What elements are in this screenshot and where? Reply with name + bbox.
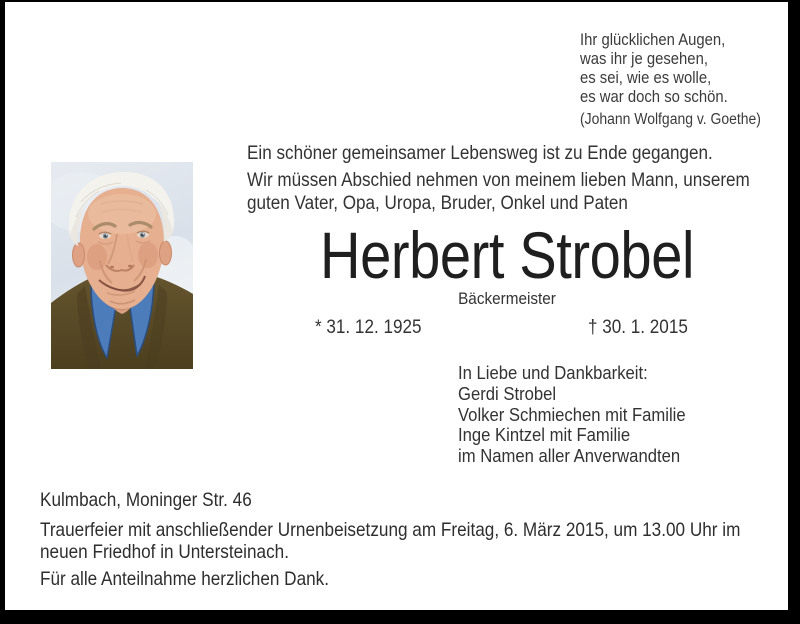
funeral-info-line: Trauerfeier mit anschließender Urnenbeisetzung am Freitag, 6. März 2015, um 13.00 Uhr im: [40, 519, 741, 541]
announcement-line: Wir müssen Abschied nehmen von meinem lieben Mann, unserem: [247, 170, 750, 191]
mourner-line: Volker Schmiechen mit Familie: [458, 403, 686, 425]
death-date: † 30. 1. 2015: [588, 317, 688, 338]
funeral-info-block: [40, 519, 740, 563]
deceased-profession: Bäckermeister: [458, 289, 556, 308]
poem-block: [580, 31, 761, 129]
announcement-block: [247, 170, 750, 215]
deceased-name: Herbert Strobel: [319, 218, 695, 292]
mourners-block: [458, 363, 686, 467]
mourners-heading: In Liebe und Dankbarkeit:: [458, 362, 648, 383]
obituary-page: [5, 2, 788, 610]
announcement-line: guten Vater, Opa, Uropa, Bruder, Onkel und Paten: [247, 192, 628, 214]
poem-attribution: (Johann Wolfgang v. Goethe): [580, 111, 761, 128]
poem-line: was ihr je gesehen,: [580, 50, 708, 68]
mourner-line: im Namen aller Anverwandten: [458, 445, 681, 467]
poem-line: Ihr glücklichen Augen,: [580, 31, 726, 49]
mourner-line: Inge Kintzel mit Familie: [458, 424, 631, 446]
thanks-line: Für alle Anteilnahme herzlichen Dank.: [40, 568, 330, 590]
portrait-photo: [51, 162, 193, 369]
poem-line: es war doch so schön.: [580, 88, 728, 106]
poem-line: es sei, wie es wolle,: [580, 69, 712, 87]
intro-line: Ein schöner gemeinsamer Lebensweg ist zu Ende gegangen.: [247, 143, 713, 164]
mourner-line: Gerdi Strobel: [458, 382, 557, 404]
funeral-info-line: neuen Friedhof in Untersteinach.: [40, 541, 289, 563]
address-line: Kulmbach, Moninger Str. 46: [40, 489, 252, 511]
birth-date: * 31. 12. 1925: [315, 317, 422, 338]
